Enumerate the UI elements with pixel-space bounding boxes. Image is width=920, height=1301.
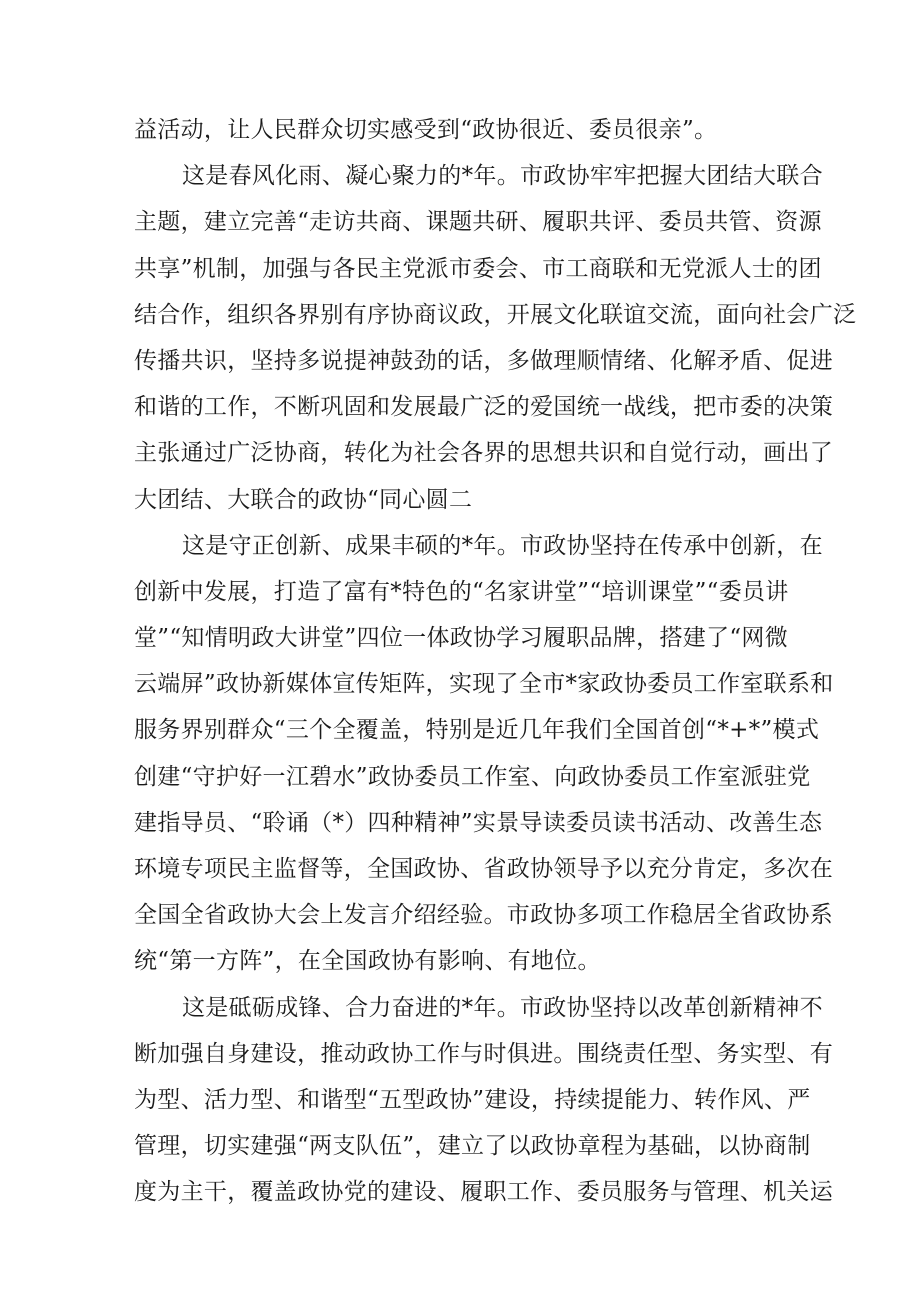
- text-line: 度为主干，覆盖政协党的建设、履职工作、委员服务与管理、机关运: [134, 1179, 833, 1206]
- document-body: [134, 107, 857, 1216]
- text-line: 堂”“知情明政大讲堂”四位一体政协学习履职品牌，搭建了“网微: [134, 625, 789, 652]
- text-line: 统“第一方阵”，在全国政协有影响、有地位。: [134, 948, 601, 975]
- text-line: 共享”机制，加强与各民主党派市委会、市工商联和无党派人士的团: [134, 255, 822, 282]
- text-line: 主张通过广泛协商，转化为社会各界的思想共识和自觉行动，画出了: [134, 440, 833, 467]
- text-line: 创建“守护好一江碧水”政协委员工作室、向政协委员工作室派驻党: [134, 763, 811, 790]
- text-line: 大团结、大联合的政协“同心圆二: [134, 486, 473, 513]
- text-line: 云端屏”政协新媒体宣传矩阵，实现了全市*家政协委员工作室联系和: [134, 671, 834, 698]
- text-line: 为型、活力型、和谐型“五型政协”建设，持续提能力、转作风、严: [134, 1086, 811, 1113]
- text-line: 结合作，组织各界别有序协商议政，开展文化联谊交流，面向社会广泛: [134, 301, 857, 328]
- text-line: 管理，切实建强“两支队伍”，建立了以政协章程为基础，以协商制: [134, 1133, 811, 1160]
- text-line: 益活动，让人民群众切实感受到“政协很近、委员很亲”。: [134, 117, 718, 143]
- paragraph-first-line: 这是春风化雨、凝心聚力的*年。市政协牢牢把握大团结大联合: [182, 163, 823, 190]
- text-line: 全国全省政协大会上发言介绍经验。市政协多项工作稳居全省政协系: [134, 902, 833, 929]
- text-line: 断加强自身建设，推动政协工作与时俱进。围绕责任型、务实型、有: [134, 1040, 833, 1067]
- text-line: 传播共识，坚持多说提神鼓劲的话，多做理顺情绪、化解矛盾、促进: [134, 347, 833, 374]
- text-line: 服务界别群众“三个全覆盖，特别是近几年我们全国首创“*+*”模式: [134, 717, 820, 744]
- text-line: 和谐的工作，不断巩固和发展最广泛的爱国统一战线，把市委的决策: [134, 394, 833, 421]
- text-line: 主题，建立完善“走访共商、课题共研、履职共评、委员共管、资源: [134, 209, 822, 236]
- text-line: 环境专项民主监督等，全国政协、省政协领导予以充分肯定，多次在: [134, 856, 833, 882]
- paragraph-first-line: 这是砥砺成锋、合力奋进的*年。市政协坚持以改革创新精神不: [182, 994, 823, 1021]
- text-line: 创新中发展，打造了富有*特色的“名家讲堂”“培训课堂”“委员讲: [134, 578, 789, 605]
- text-line: 建指导员、“聆诵（*）四种精神”实景导读委员读书活动、改善生态: [134, 809, 823, 836]
- paragraph-first-line: 这是守正创新、成果丰硕的*年。市政协坚持在传承中创新，在: [182, 532, 823, 559]
